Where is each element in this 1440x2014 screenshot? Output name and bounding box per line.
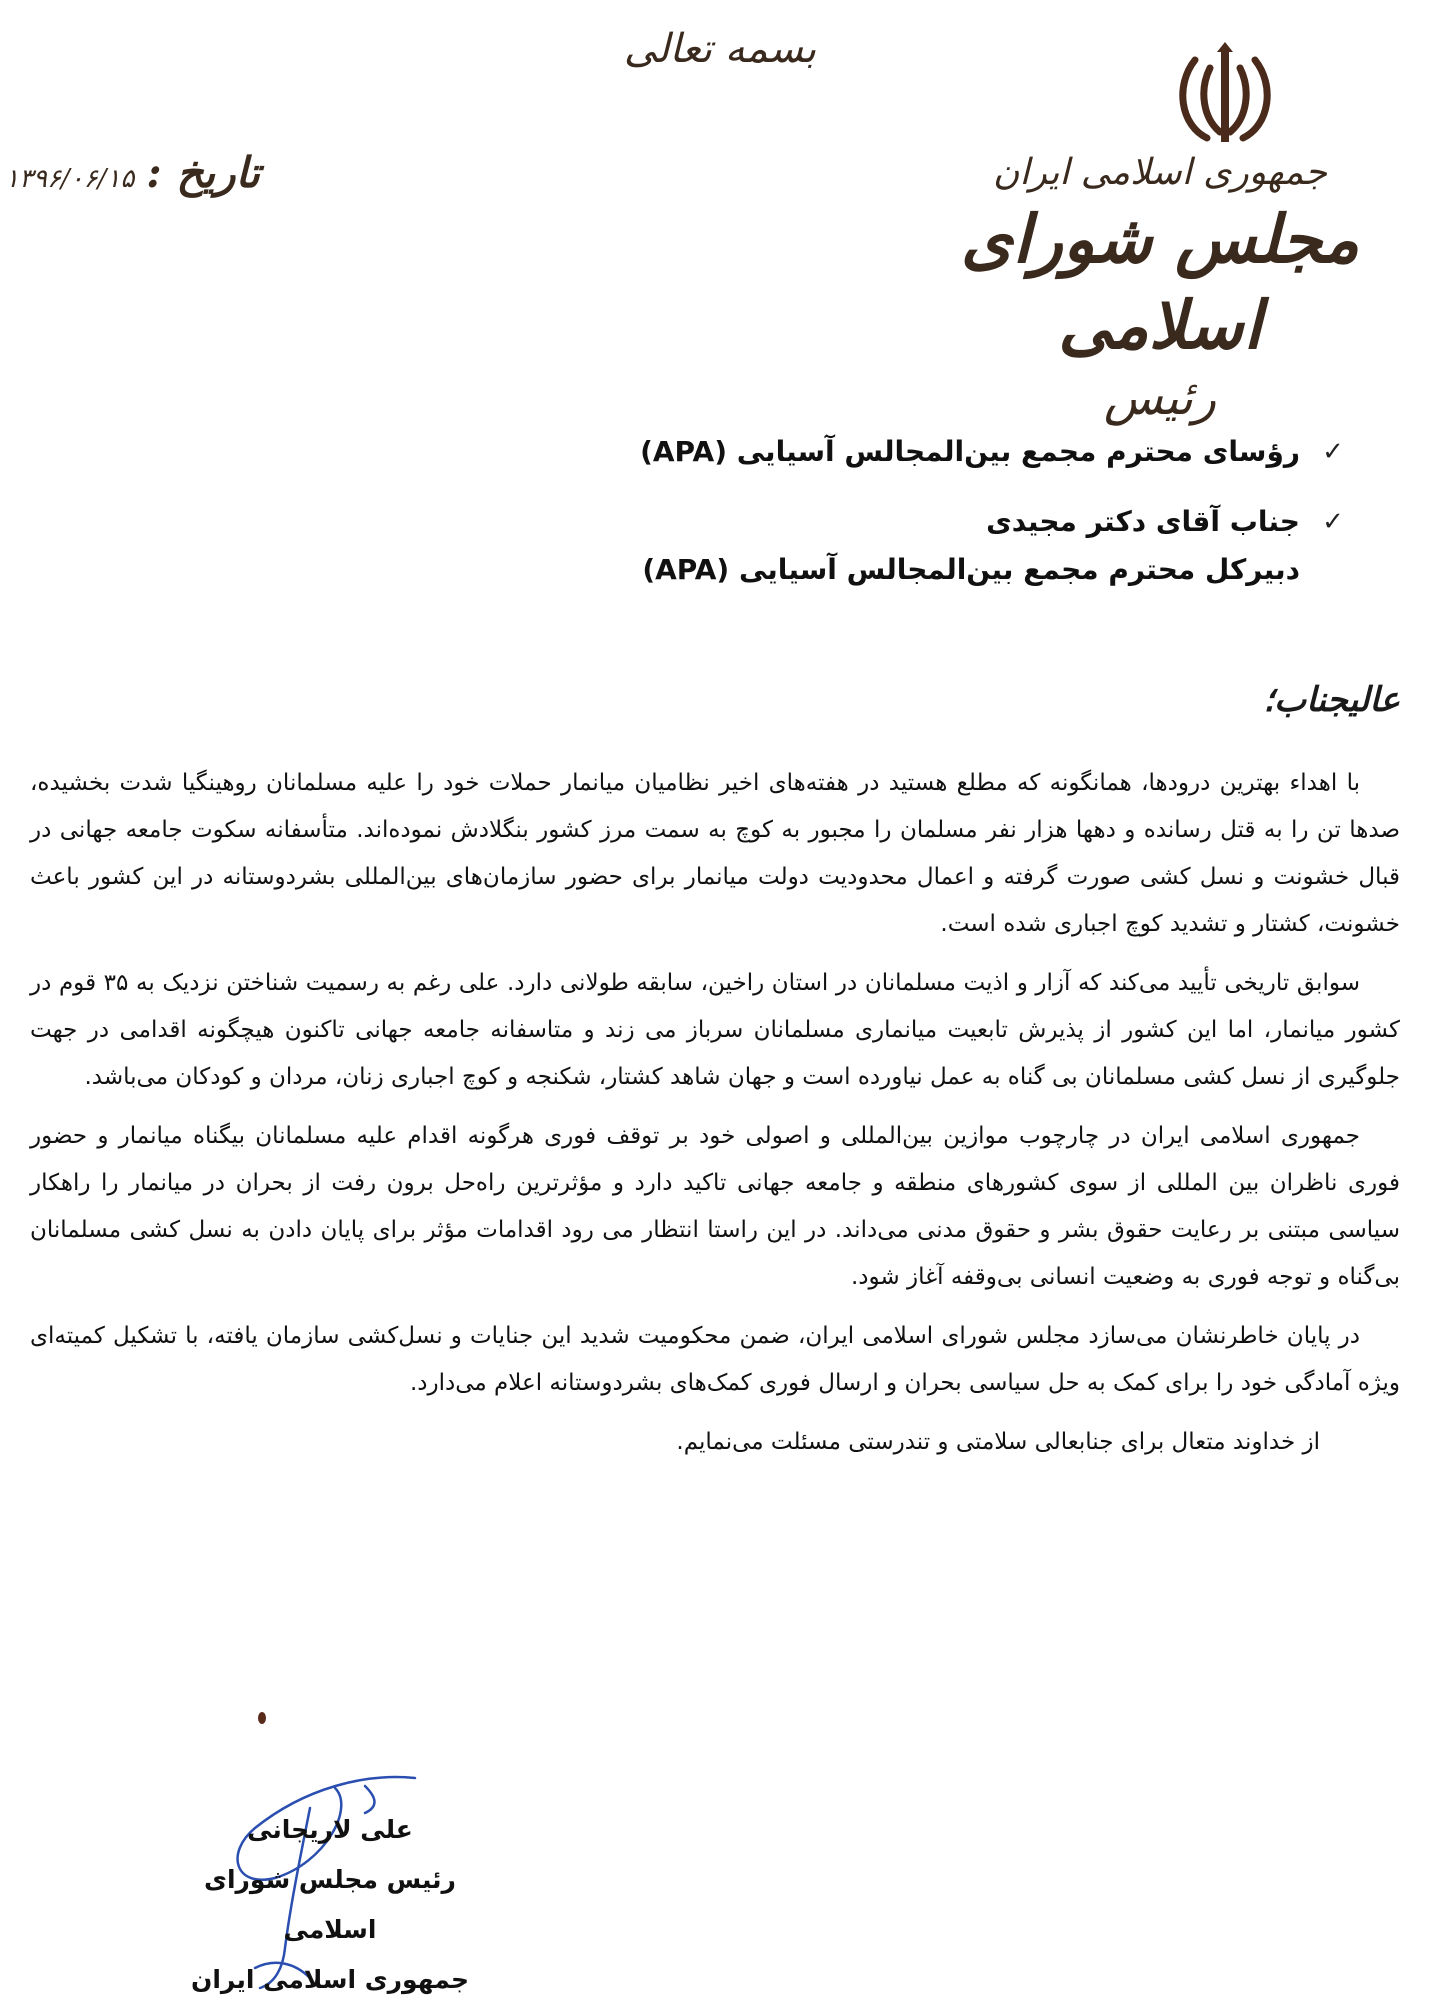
recipient-text: جناب آقای دکتر مجیدی xyxy=(986,505,1300,538)
date-block xyxy=(5,148,260,197)
recipient-item xyxy=(90,498,1350,546)
organization-letterhead xyxy=(920,150,1400,428)
closing-line: از خداوند متعال برای جنابعالی سلامتی و تندرستی مسئلت می‌نمایم. xyxy=(676,1429,1320,1455)
bismillah-heading: بسمه تعالی xyxy=(623,26,817,72)
letter-body xyxy=(30,760,1400,1478)
iran-emblem-icon xyxy=(1165,40,1285,150)
signatory-country: جمهوری اسلامی ایران xyxy=(191,1965,469,1994)
recipient-text: دبیرکل محترم مجمع بین‌المجالس آسیایی (APA) xyxy=(642,553,1300,586)
date-value: ۱۳۹۶/۰۶/۱۵ xyxy=(5,164,135,194)
recipient-text: رؤسای محترم مجمع بین‌المجالس آسیایی (APA) xyxy=(640,435,1300,468)
body-paragraph: با اهداء بهترین درودها، همانگونه که مطلع هستید در هفته‌های اخیر نظامیان میانمار حملات خود را علیه مسلمانان روهینگیا شدت بخشیده، صدها تن را به قتل رسانده و دهها هزار نفر مسلمان را مجبور به کوچ به سمت مرز کشور بنگلادش نموده‌اند. متأسفانه سکوت جامعه جهانی در قبال خشونت و نسل کشی صورت گرفته و اعمال محدودیت دولت میانمار برای حضور سازمان‌های بین‌المللی بشردوستانه در این کشور باعث خشونت، کشتار و تشدید کوچ اجباری شده است. xyxy=(30,770,1400,937)
checkmark-icon: ✓ xyxy=(1322,437,1344,467)
org-office-line: رئیس xyxy=(1103,370,1217,426)
org-country-line: جمهوری اسلامی ایران xyxy=(993,152,1327,193)
checkmark-icon: ✓ xyxy=(1322,507,1344,537)
org-parliament-line: مجلس شورای اسلامی xyxy=(960,200,1360,364)
body-paragraph: در پایان خاطرنشان می‌سازد مجلس شورای اسلامی ایران، ضمن محکومیت شدید این جنایات و نسل‌کشی سازمان یافته، با تشکیل کمیته‌ای ویژه آمادگی خود را برای کمک به حل سیاسی بحران و ارسال فوری کمک‌های بشردوستانه اعلام می‌دارد. xyxy=(30,1323,1400,1396)
signature-block xyxy=(160,1805,500,2005)
recipients-list xyxy=(90,428,1350,594)
signatory-title: رئیس مجلس شورای اسلامی xyxy=(204,1865,456,1944)
recipient-item xyxy=(90,428,1350,476)
ink-dot xyxy=(258,1712,266,1724)
body-paragraph: جمهوری اسلامی ایران در چارچوب موازین بین‌المللی و اصولی خود بر توقف فوری هرگونه اقدام علیه مسلمانان بیگناه میانمار و حضور فوری ناظران بین المللی از سوی کشورهای منطقه و جامعه جهانی تاکید دارد و مؤثرترین راه‌حل برون رفت از بحران در میانمار را راهکار سیاسی مبتنی بر رعایت حقوق بشر و حقوق مدنی می‌داند. در این راستا انتظار می رود اقدامات مؤثر برای پایان دادن به نسل کشی مسلمانان بی‌گناه و توجه فوری به وضعیت انسانی بی‌وقفه آغاز شود. xyxy=(30,1123,1400,1290)
recipient-item xyxy=(90,546,1350,594)
signatory-name: علی لاریجانی xyxy=(247,1815,413,1844)
salutation: عالیجناب؛ xyxy=(1263,680,1400,720)
date-label: تاریخ : xyxy=(146,148,260,197)
body-paragraph: سوابق تاریخی تأیید می‌کند که آزار و اذیت مسلمانان در استان راخین، سابقه طولانی دارد. علی رغم به رسمیت شناختن نزدیک به ۳۵ قوم در کشور میانمار، اما این کشور از پذیرش تابعیت میانماری مسلمانان سرباز می زند و متاسفانه جامعه جهانی تاکنون هیچگونه اقدامی در جهت جلوگیری از نسل کشی مسلمانان بی گناه به عمل نیاورده است و جهان شاهد کشتار، شکنجه و کوچ اجباری زنان، مردان و کودکان می‌باشد. xyxy=(30,970,1400,1090)
